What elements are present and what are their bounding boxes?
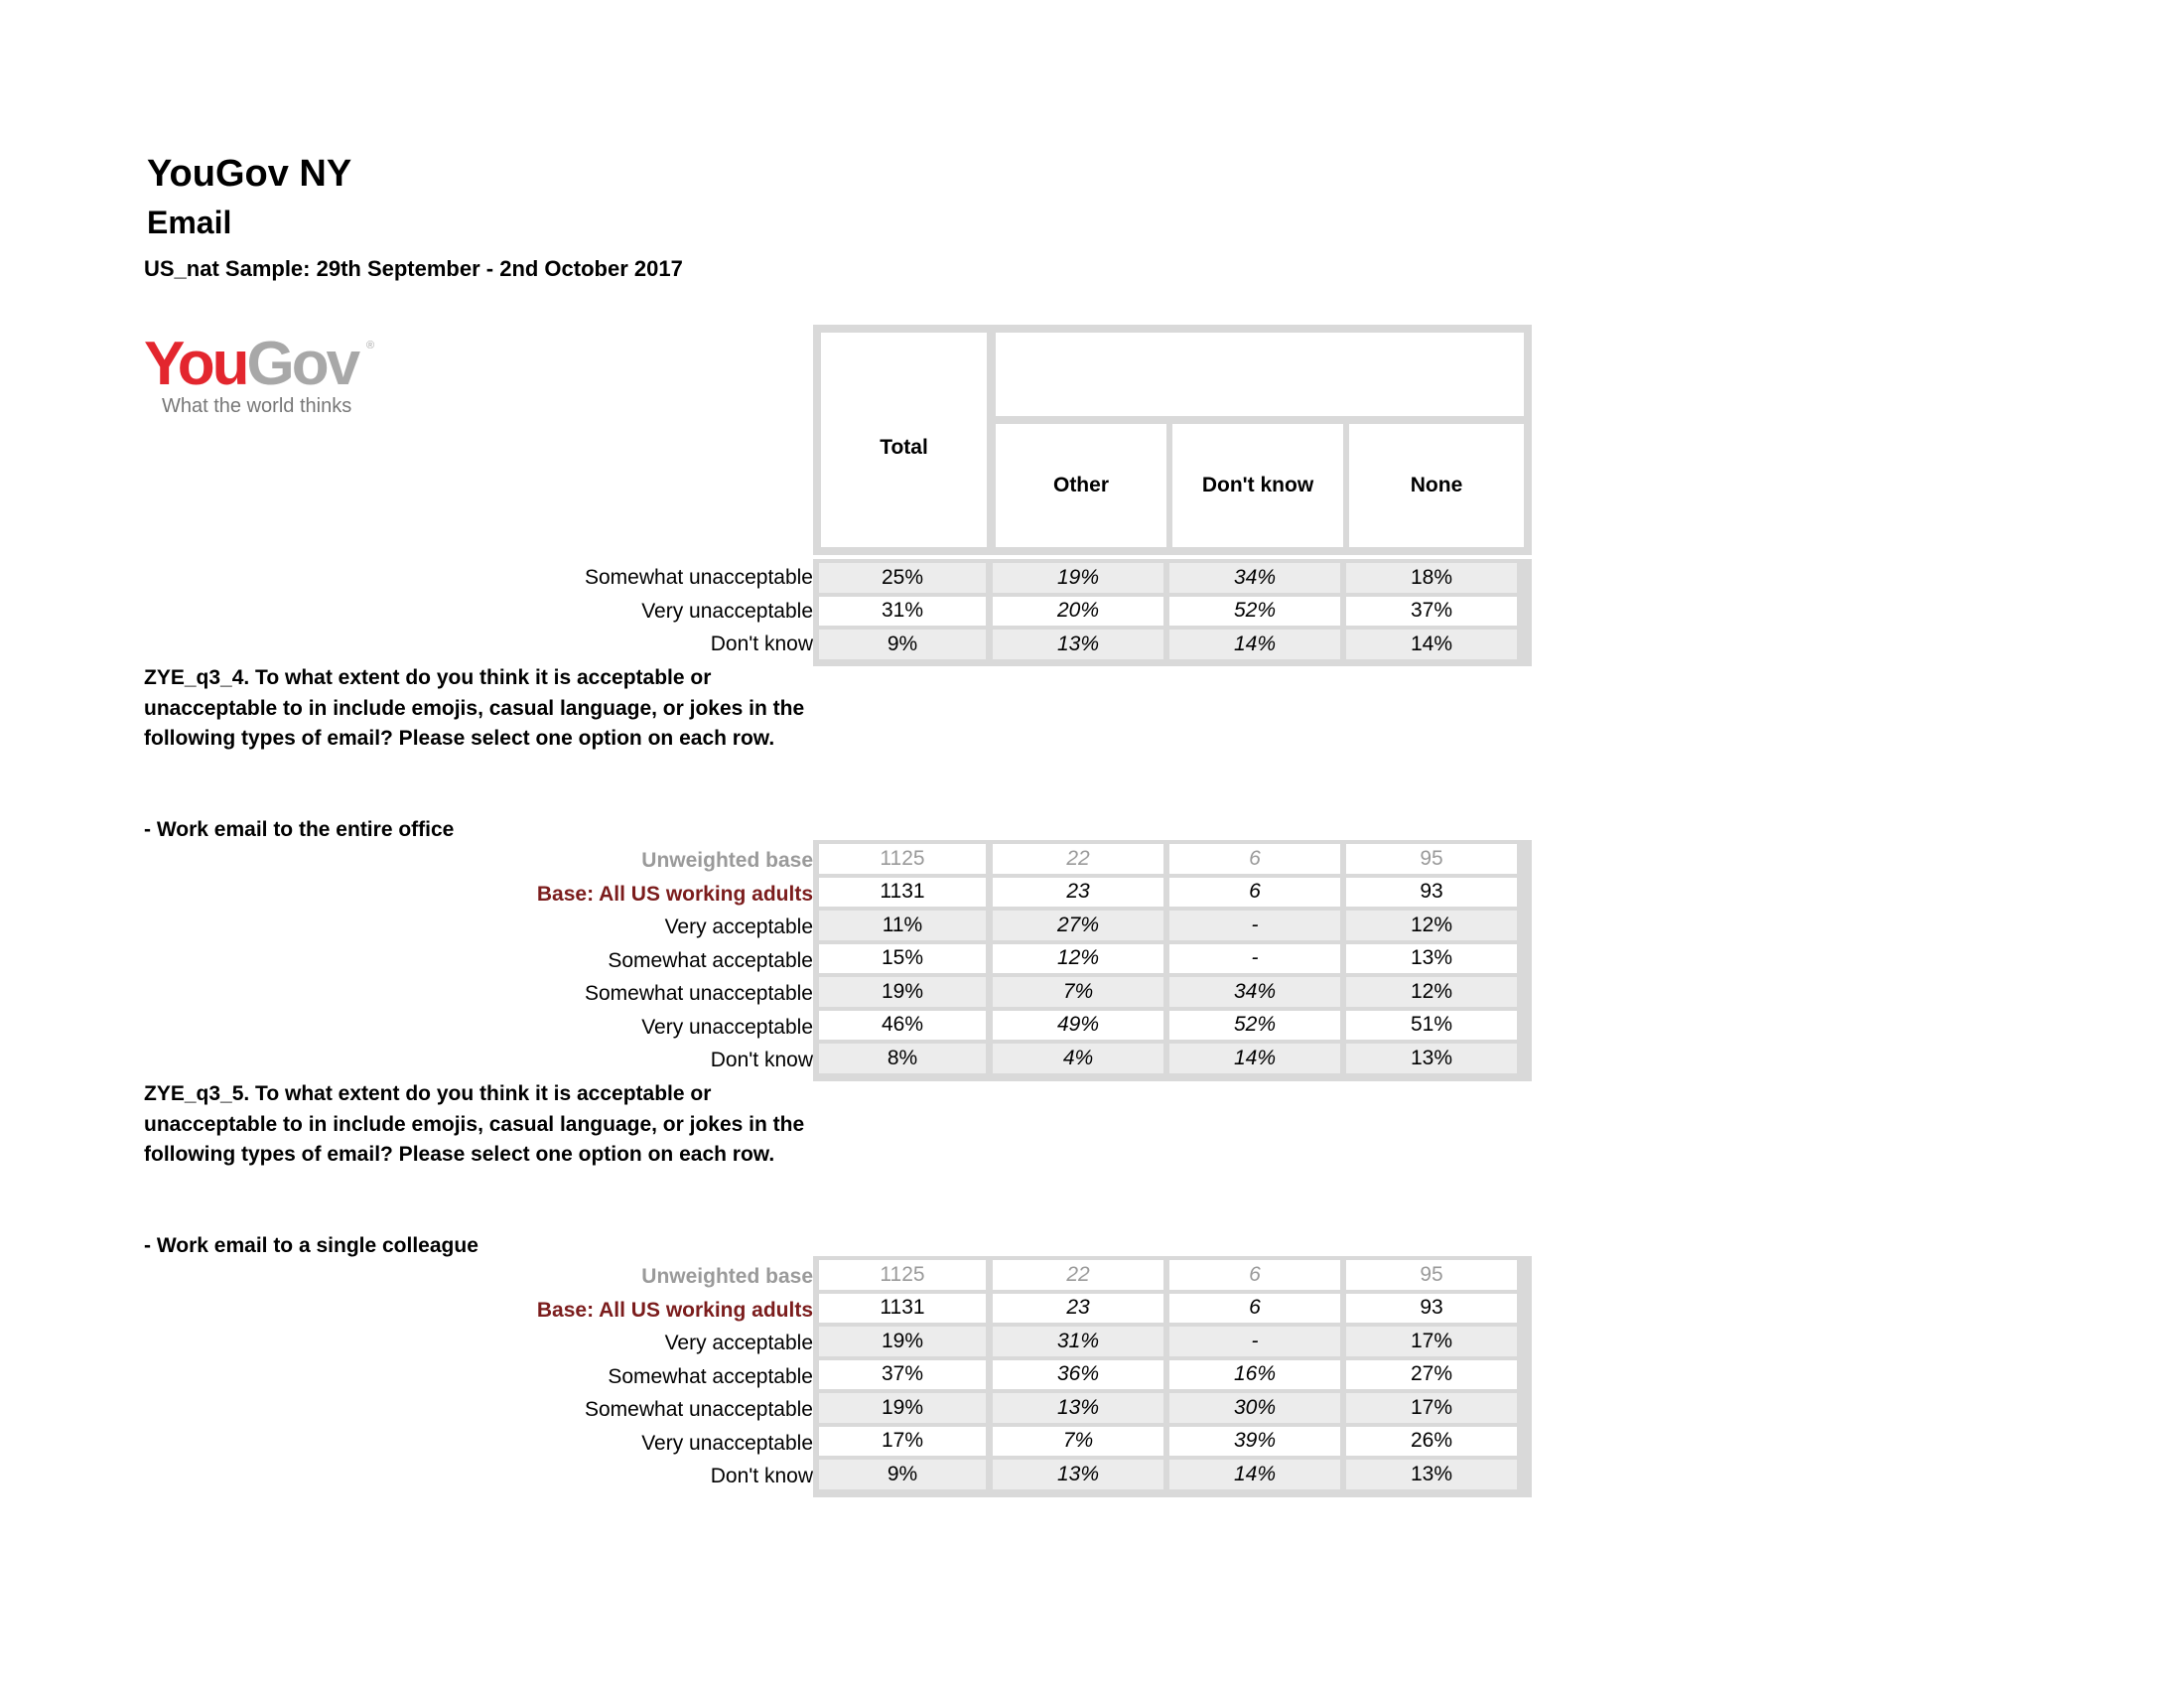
cell-none: 12% — [1346, 977, 1517, 1007]
logo-tagline: What the world thinks — [162, 395, 352, 417]
table-row — [813, 1425, 1532, 1459]
cell-dont-know: 14% — [1169, 1460, 1340, 1489]
cell-total: 19% — [819, 1393, 986, 1423]
table-row — [813, 1009, 1532, 1043]
row-label-unweighted: Unweighted base — [641, 849, 813, 872]
yougov-logo — [144, 330, 382, 423]
table-row — [813, 1458, 1532, 1491]
cell-none: 51% — [1346, 1011, 1517, 1041]
row-label-base: Base: All US working adults — [536, 882, 813, 906]
cell-dont-know: 14% — [1169, 1044, 1340, 1073]
row-label: Very acceptable — [664, 1332, 813, 1354]
cell-none: 37% — [1346, 597, 1517, 627]
cell-other: 22 — [993, 1260, 1163, 1290]
cell-none: 12% — [1346, 911, 1517, 940]
report-title: YouGov NY — [147, 153, 352, 195]
cell-none: 27% — [1346, 1360, 1517, 1390]
row-label: Somewhat unacceptable — [585, 982, 813, 1005]
cell-other: 13% — [993, 1460, 1163, 1489]
cell-dont-know: 39% — [1169, 1427, 1340, 1457]
sample-info: US_nat Sample: 29th September - 2nd October 2017 — [144, 256, 683, 281]
cell-other: 4% — [993, 1044, 1163, 1073]
cell-none: 17% — [1346, 1393, 1517, 1423]
question-q3-4-sub: - Work email to the entire office — [144, 818, 455, 841]
row-label: Don't know — [710, 1049, 813, 1071]
table-q5-row-labels — [257, 1260, 813, 1493]
logo-registered-mark: ® — [366, 340, 375, 352]
cell-none: 18% — [1346, 563, 1517, 593]
cell-other: 7% — [993, 1427, 1163, 1457]
cell-total: 1131 — [819, 1294, 986, 1324]
table-q5 — [813, 1256, 1532, 1497]
row-label: Very unacceptable — [641, 1015, 813, 1039]
cell-other: 49% — [993, 1011, 1163, 1041]
question-q3-5: ZYE_q3_5. To what extent do you think it is acceptable or unacceptable to in include emojis, casual language, or jokes in the following types of email? Please select one option on each row. — [144, 1082, 805, 1166]
row-label: Somewhat unacceptable — [585, 566, 813, 589]
cell-total: 11% — [819, 911, 986, 940]
question-q3-5-sub: - Work email to a single colleague — [144, 1234, 478, 1257]
row-label: Don't know — [710, 633, 813, 655]
cell-dont-know: 6 — [1169, 878, 1340, 908]
cell-none: 93 — [1346, 1294, 1517, 1324]
cell-other: 36% — [993, 1360, 1163, 1390]
logo-gov: Gov — [246, 330, 358, 398]
cell-dont-know: 14% — [1169, 630, 1340, 659]
table-row — [813, 595, 1532, 629]
cell-other: 19% — [993, 563, 1163, 593]
cell-dont-know: 52% — [1169, 1011, 1340, 1041]
row-label: Very unacceptable — [641, 599, 813, 623]
col-header-none: None — [1349, 424, 1524, 547]
cell-total: 1125 — [819, 844, 986, 874]
table-row — [813, 1042, 1532, 1075]
cell-none: 13% — [1346, 1460, 1517, 1489]
cell-other: 20% — [993, 597, 1163, 627]
table-q4-row-labels — [257, 844, 813, 1077]
cell-other: 12% — [993, 944, 1163, 974]
cell-dont-know: 16% — [1169, 1360, 1340, 1390]
cell-other: 27% — [993, 911, 1163, 940]
table1 — [813, 559, 1532, 666]
row-label: Very unacceptable — [641, 1431, 813, 1455]
row-label: Somewhat acceptable — [608, 1364, 813, 1388]
cell-none: 95 — [1346, 1260, 1517, 1290]
table-row — [813, 1358, 1532, 1392]
cell-dont-know: 6 — [1169, 1294, 1340, 1324]
row-label-unweighted: Unweighted base — [641, 1265, 813, 1288]
report-subtitle: Email — [147, 205, 232, 240]
question-q3-4: ZYE_q3_4. To what extent do you think it is acceptable or unacceptable to in include emojis, casual language, or jokes in the following types of email? Please select one option on each row. — [144, 666, 805, 750]
cell-total: 1131 — [819, 878, 986, 908]
cell-total: 9% — [819, 630, 986, 659]
logo-you: You — [144, 330, 247, 398]
cell-dont-know: - — [1169, 911, 1340, 940]
table-row — [813, 1391, 1532, 1425]
table1-row-labels — [257, 561, 813, 661]
col-header-other: Other — [996, 424, 1166, 547]
table-row — [813, 561, 1532, 595]
cell-other: 22 — [993, 844, 1163, 874]
cell-total: 9% — [819, 1460, 986, 1489]
cell-dont-know: 30% — [1169, 1393, 1340, 1423]
cell-total: 37% — [819, 1360, 986, 1390]
cell-total: 46% — [819, 1011, 986, 1041]
col-header-dont-know: Don't know — [1172, 424, 1343, 547]
cell-total: 17% — [819, 1427, 986, 1457]
cell-dont-know: 52% — [1169, 597, 1340, 627]
table-row — [813, 909, 1532, 942]
column-header-block — [813, 325, 1532, 555]
cell-dont-know: 34% — [1169, 563, 1340, 593]
cell-none: 13% — [1346, 944, 1517, 974]
cell-none: 14% — [1346, 630, 1517, 659]
cell-none: 93 — [1346, 878, 1517, 908]
table-row — [813, 842, 1532, 876]
row-label: Don't know — [710, 1465, 813, 1487]
row-label: Very acceptable — [664, 915, 813, 938]
cell-dont-know: - — [1169, 1327, 1340, 1356]
row-label: Somewhat unacceptable — [585, 1398, 813, 1421]
cell-dont-know: 34% — [1169, 977, 1340, 1007]
cell-other: 23 — [993, 1294, 1163, 1324]
col-group-header — [996, 333, 1524, 416]
cell-none: 13% — [1346, 1044, 1517, 1073]
cell-total: 8% — [819, 1044, 986, 1073]
cell-other: 7% — [993, 977, 1163, 1007]
row-label: Somewhat acceptable — [608, 948, 813, 972]
col-header-total: Total — [821, 333, 987, 547]
table-row — [813, 1292, 1532, 1326]
table-row — [813, 1258, 1532, 1292]
cell-total: 31% — [819, 597, 986, 627]
cell-total: 19% — [819, 977, 986, 1007]
cell-dont-know: - — [1169, 944, 1340, 974]
table-row — [813, 1325, 1532, 1358]
cell-none: 17% — [1346, 1327, 1517, 1356]
table-row — [813, 942, 1532, 976]
table-row — [813, 628, 1532, 661]
cell-total: 15% — [819, 944, 986, 974]
table-row — [813, 975, 1532, 1009]
cell-total: 25% — [819, 563, 986, 593]
cell-dont-know: 6 — [1169, 1260, 1340, 1290]
table-row — [813, 876, 1532, 910]
cell-none: 95 — [1346, 844, 1517, 874]
cell-other: 13% — [993, 1393, 1163, 1423]
cell-none: 26% — [1346, 1427, 1517, 1457]
cell-other: 31% — [993, 1327, 1163, 1356]
cell-other: 23 — [993, 878, 1163, 908]
cell-other: 13% — [993, 630, 1163, 659]
row-label-base: Base: All US working adults — [536, 1298, 813, 1322]
cell-total: 19% — [819, 1327, 986, 1356]
table-q4 — [813, 840, 1532, 1081]
cell-dont-know: 6 — [1169, 844, 1340, 874]
cell-total: 1125 — [819, 1260, 986, 1290]
